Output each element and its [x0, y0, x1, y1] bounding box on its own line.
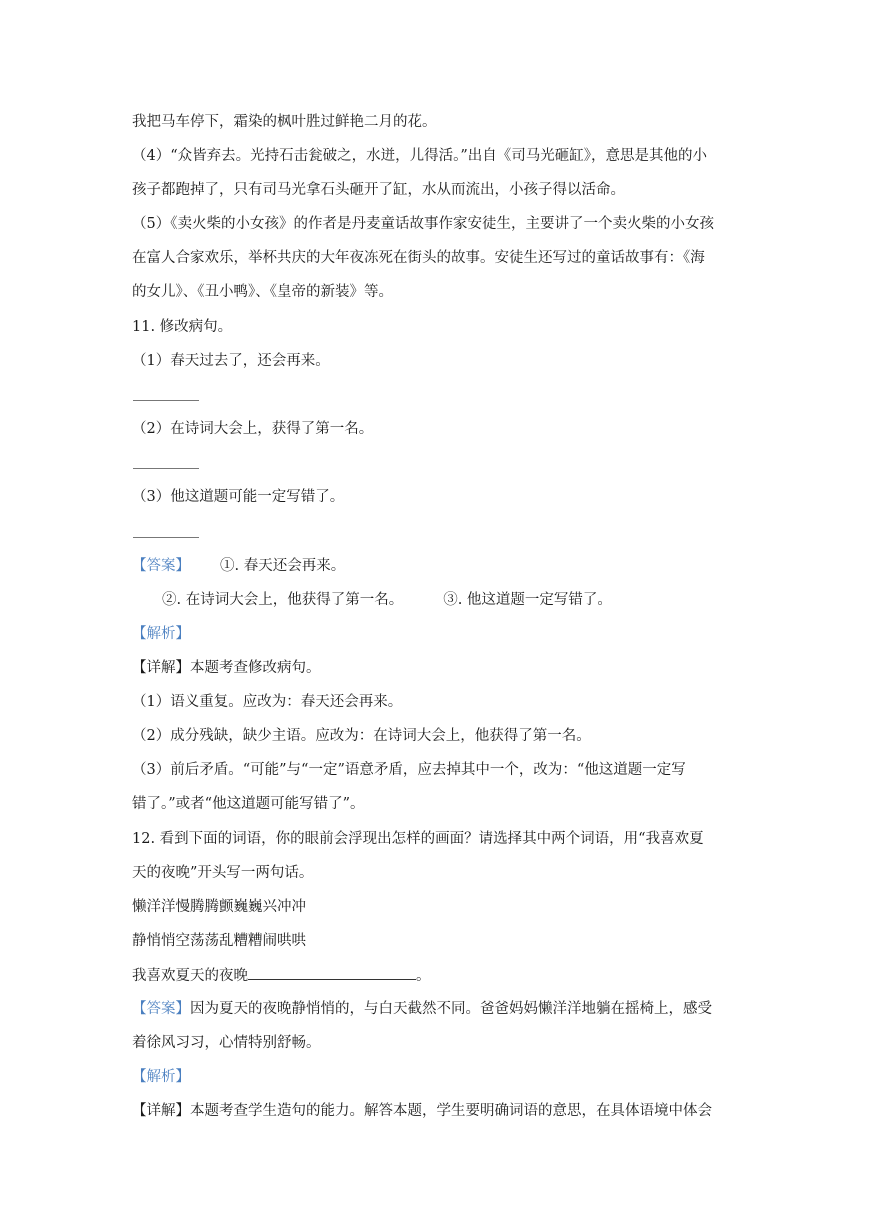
question-11-item-3: （3）他这道题可能一定写错了。 — [132, 489, 345, 505]
detail-11-item-2: （2）成分残缺，缺少主语。应改为：在诗词大会上，他获得了第一名。 — [132, 728, 591, 744]
text-line: （4）“众皆弃去。光持石击瓮破之，水迸，儿得活。”出自《司马光砸缸》，意思是其他的小 — [132, 148, 708, 164]
answer-blank-line — [133, 537, 199, 538]
detail-11-item-1: （1）语义重复。应改为：春天还会再来。 — [132, 694, 403, 710]
answer-tag: 【答案】 — [132, 558, 190, 574]
answer-tag: 【答案】 — [132, 1001, 190, 1017]
detail-tag: 【详解】 — [132, 1103, 190, 1119]
word-list-1: 懒洋洋慢腾腾颤巍巍兴冲冲 — [132, 899, 306, 915]
text-line: 在富人合家欢乐，举杯共庆的大年夜冻死在街头的故事。安徒生还写过的童话故事有：《海 — [132, 250, 705, 266]
word-list-2: 静悄悄空荡荡乱糟糟闹哄哄 — [132, 933, 306, 949]
fill-prefix: 我喜欢夏天的夜晚 — [132, 968, 248, 984]
answer-blank-line — [133, 468, 199, 469]
detail-11-item-3a: （3）前后矛盾。“可能”与“一定”语意矛盾，应去掉其中一个，改为：“他这道题一定写 — [132, 762, 686, 778]
answer-11-row-1 — [132, 556, 345, 576]
question-11-item-2: （2）在诗词大会上，获得了第一名。 — [132, 421, 374, 437]
detail-12 — [132, 1101, 712, 1121]
fill-blank — [248, 965, 416, 980]
answer-11-a: ①. 春天还会再来。 — [220, 558, 346, 574]
analysis-tag: 【解析】 — [132, 1069, 190, 1085]
answer-12-line-2: 着徐风习习，心情特别舒畅。 — [132, 1035, 321, 1051]
detail-text: 本题考查学生造句的能力。解答本题，学生要明确词语的意思，在具体语境中体会 — [190, 1103, 712, 1119]
question-11-title: 11. 修改病句。 — [132, 319, 233, 335]
detail-11-item-3b: 错了。”或者“他这道题可能写错了”。 — [132, 796, 365, 812]
fill-in-sentence — [132, 965, 431, 986]
answer-11-row-2 — [162, 590, 612, 610]
question-12-line-2: 天的夜晚”开头写一两句话。 — [132, 865, 314, 881]
question-12-line-1: 12. 看到下面的词语，你的眼前会浮现出怎样的画面？请选择其中两个词语，用“我喜欢夏 — [132, 831, 704, 847]
answer-11-c: ③. 他这道题一定写错了。 — [443, 592, 612, 608]
analysis-tag: 【解析】 — [132, 626, 190, 642]
detail-text: 本题考查修改病句。 — [190, 660, 321, 676]
answer-blank-line — [133, 400, 199, 401]
text-line: 孩子都跑掉了，只有司马光拿石头砸开了缸，水从而流出，小孩子得以活命。 — [132, 182, 625, 198]
answer-11-b: ②. 在诗词大会上，他获得了第一名。 — [162, 592, 404, 608]
detail-11 — [132, 658, 321, 678]
answer-12-line-1 — [132, 999, 712, 1019]
text-line: （5）《卖火柴的小女孩》的作者是丹麦童话故事作家安徒生，主要讲了一个卖火柴的小女孩 — [132, 216, 714, 232]
answer-12-text: 因为夏天的夜晚静悄悄的，与白天截然不同。爸爸妈妈懒洋洋地躺在摇椅上，感受 — [190, 1001, 712, 1017]
detail-tag: 【详解】 — [132, 660, 190, 676]
fill-suffix: 。 — [416, 968, 431, 984]
text-line: 的女儿》、《丑小鸭》、《皇帝的新装》等。 — [132, 284, 393, 300]
question-11-item-1: （1）春天过去了，还会再来。 — [132, 353, 330, 369]
text-line: 我把马车停下，霜染的枫叶胜过鲜艳二月的花。 — [132, 114, 437, 130]
